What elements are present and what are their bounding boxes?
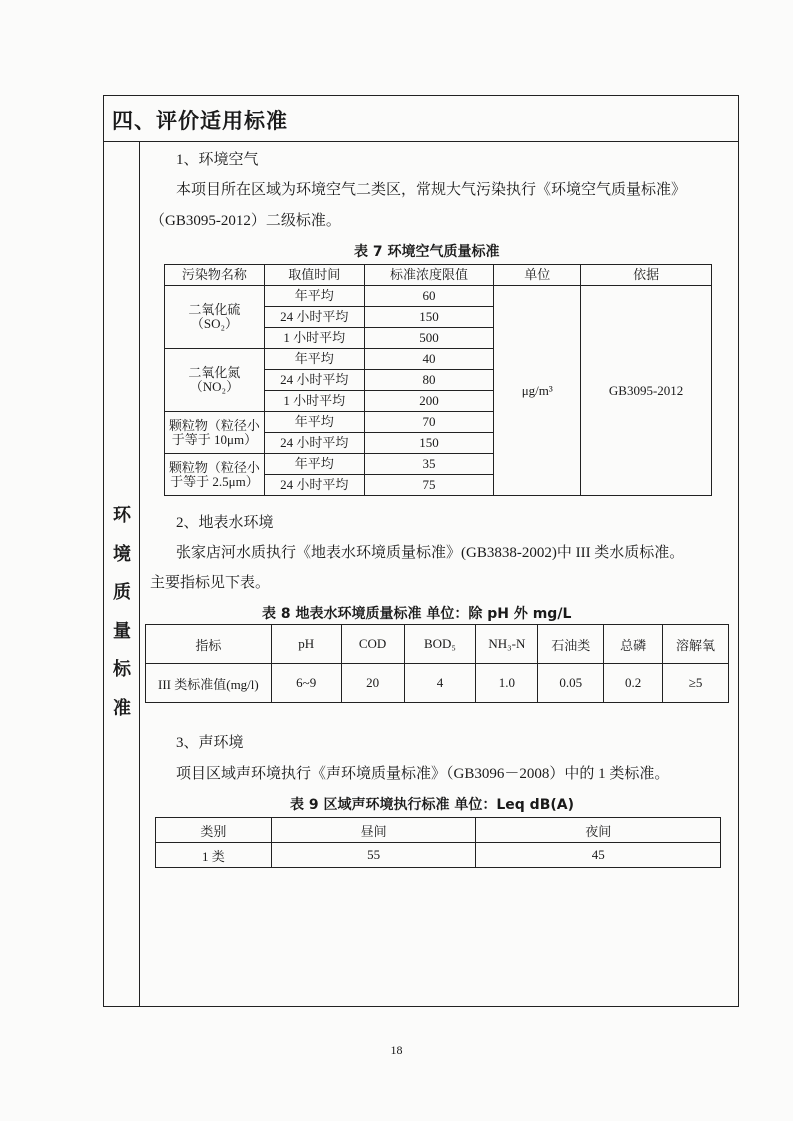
basis-cell: GB3095-2012 (581, 286, 712, 496)
value-cell: 1.0 (476, 664, 538, 703)
table-row (165, 286, 712, 307)
water-quality-table (145, 624, 729, 703)
side-column (104, 142, 140, 1006)
time-cell: 24 小时平均 (264, 307, 364, 328)
value-cell: 75 (364, 475, 494, 496)
value-cell: 40 (364, 349, 494, 370)
air-quality-table (164, 264, 712, 496)
pollutant-name: 二氧化硫 (188, 302, 241, 317)
time-cell: 年平均 (264, 286, 364, 307)
side-label (104, 497, 140, 728)
value-cell: 55 (271, 843, 476, 868)
table-row (146, 664, 729, 703)
header-cell: 指标 (146, 625, 272, 664)
air-paragraph-line2: （GB3095-2012）二级标准。 (150, 213, 341, 229)
header-cell: 依据 (581, 265, 712, 286)
header-cell: 污染物名称 (165, 265, 265, 286)
value-cell: 0.2 (604, 664, 663, 703)
side-label-char: 量 (113, 620, 131, 642)
pollutant-name: 颗粒物（粒径小 (168, 459, 260, 475)
value-cell: 150 (364, 307, 494, 328)
table9-caption: 表 9 区域声环境执行标准 单位：Leq dB(A) (290, 797, 574, 813)
table8-caption: 表 8 地表水环境质量标准 单位：除 pH 外 mg/L (262, 606, 572, 622)
value-cell: 4 (404, 664, 476, 703)
header-cell: BOD₅ (404, 625, 476, 664)
value-cell: 500 (364, 328, 494, 349)
unit-cell: μg/m³ (494, 286, 581, 496)
header-cell: 溶解氧 (663, 625, 729, 664)
header-cell: 昼间 (271, 818, 476, 843)
pollutant-name-cell (165, 286, 265, 349)
header-cell: 夜间 (476, 818, 721, 843)
pollutant-name-cell (165, 454, 265, 496)
header-cell: NH₃-N (476, 625, 538, 664)
section-header (104, 96, 738, 142)
side-label-char: 标 (113, 659, 131, 680)
time-cell: 1 小时平均 (264, 391, 364, 412)
air-heading: 1、环境空气 (176, 152, 259, 168)
value-cell: 35 (364, 454, 494, 475)
pollutant-name-cell (165, 412, 265, 454)
value-cell: ≥5 (663, 664, 729, 703)
value-cell: 150 (364, 433, 494, 454)
time-cell: 24 小时平均 (264, 433, 364, 454)
header-cell: 石油类 (538, 625, 604, 664)
header-cell: 取值时间 (264, 265, 364, 286)
header-cell: 类别 (156, 818, 272, 843)
value-cell: 70 (364, 412, 494, 433)
value-cell: 80 (364, 370, 494, 391)
pollutant-size: 于等于 2.5μm） (170, 473, 259, 489)
water-heading: 2、地表水环境 (176, 515, 274, 531)
noise-standard-table (155, 817, 721, 868)
time-cell: 24 小时平均 (264, 475, 364, 496)
header-cell: 总磷 (604, 625, 663, 664)
value-cell: 45 (476, 843, 721, 868)
value-cell: 60 (364, 286, 494, 307)
value-cell: 6~9 (271, 664, 341, 703)
pollutant-size: 于等于 10μm） (171, 431, 258, 447)
noise-heading: 3、声环境 (176, 735, 244, 751)
water-paragraph-line1: 张家店河水质执行《地表水环境质量标准》(GB3838-2002)中 III 类水质标准。 (176, 545, 685, 561)
table-header-row (146, 625, 729, 664)
side-label-char: 环 (113, 505, 131, 526)
row-label-cell: III 类标准值(mg/l) (146, 664, 272, 703)
table-row (156, 843, 721, 868)
side-label-char: 准 (113, 697, 131, 719)
pollutant-name-cell (165, 349, 265, 412)
air-paragraph-line1: 本项目所在区域为环境空气二类区，常规大气污染执行《环境空气质量标准》 (176, 182, 687, 198)
time-cell: 年平均 (264, 454, 364, 475)
side-label-char: 质 (113, 582, 131, 603)
header-cell: 标准浓度限值 (364, 265, 494, 286)
value-cell: 0.05 (538, 664, 604, 703)
row-label-cell: 1 类 (156, 843, 272, 868)
water-paragraph-line2: 主要指标见下表。 (150, 575, 271, 591)
time-cell: 24 小时平均 (264, 370, 364, 391)
time-cell: 年平均 (264, 412, 364, 433)
pollutant-name: 二氧化氮 (188, 365, 241, 380)
header-cell: pH (271, 625, 341, 664)
pollutant-formula: （NO₂） (189, 379, 240, 394)
table7-caption: 表 7 环境空气质量标准 (354, 244, 500, 260)
table-header-row (156, 818, 721, 843)
side-label-char: 境 (113, 543, 131, 565)
pollutant-formula: （SO₂） (190, 316, 238, 331)
noise-paragraph-line1: 项目区域声环境执行《声环境质量标准》（GB3096－2008）中的 1 类标准。 (176, 766, 670, 782)
header-cell: 单位 (494, 265, 581, 286)
time-cell: 1 小时平均 (264, 328, 364, 349)
table-header-row (165, 265, 712, 286)
value-cell: 20 (341, 664, 404, 703)
pollutant-name: 颗粒物（粒径小 (168, 417, 260, 433)
header-cell: COD (341, 625, 404, 664)
time-cell: 年平均 (264, 349, 364, 370)
section-title: 四、评价适用标准 (112, 109, 288, 133)
page-number: 18 (390, 1043, 403, 1057)
value-cell: 200 (364, 391, 494, 412)
